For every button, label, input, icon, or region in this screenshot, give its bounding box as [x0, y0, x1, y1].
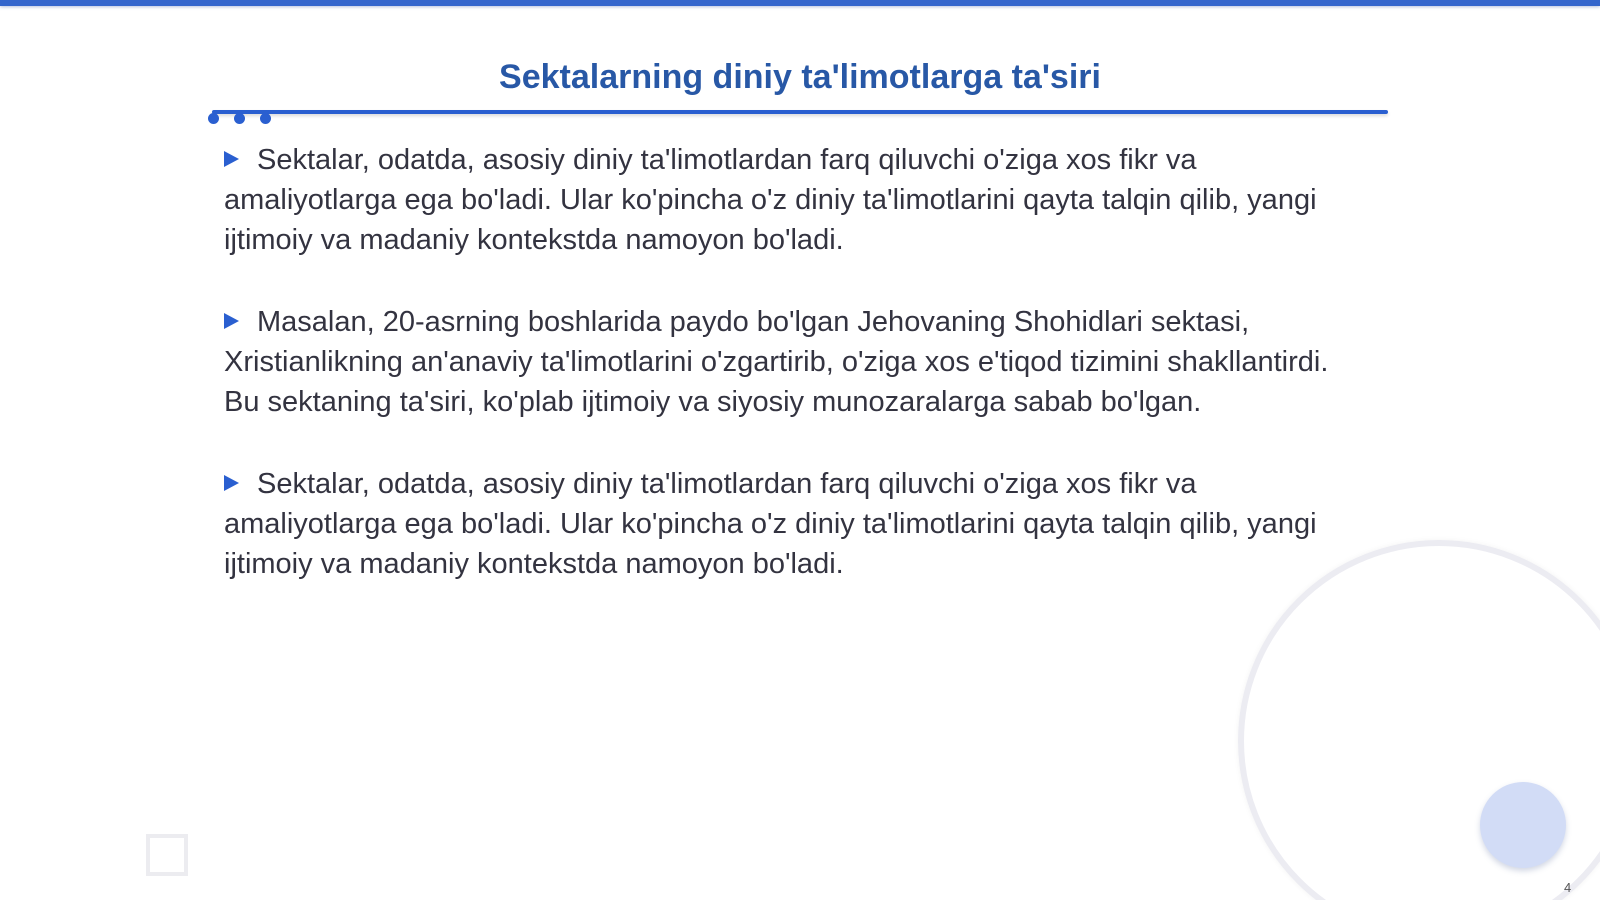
triangle-right-icon	[224, 151, 239, 167]
slide-title: Sektalarning diniy ta'limotlarga ta'siri	[499, 58, 1101, 96]
bullet-list	[224, 140, 1334, 626]
decorative-dot	[234, 113, 245, 124]
title-underline	[212, 110, 1388, 114]
decorative-circle	[1480, 782, 1566, 868]
triangle-right-icon	[224, 475, 239, 491]
decorative-dot	[260, 113, 271, 124]
top-accent-bar	[0, 0, 1600, 6]
decorative-dot	[208, 113, 219, 124]
page-number: 4	[1564, 880, 1572, 895]
bullet-item	[224, 140, 1334, 260]
triangle-right-icon	[224, 313, 239, 329]
bullet-text: Sektalar, odatda, asosiy diniy ta'limotlardan farq qiluvchi o'ziga xos fikr va amaliyotlarga ega bo'ladi. Ular ko'pincha o'z diniy ta'limotlarini qayta talqin qilib, yangi ijtimoiy va madaniy kontekstda namoyon bo'ladi.	[224, 144, 1317, 256]
bullet-text: Masalan, 20-asrning boshlarida paydo bo'lgan Jehovaning Shohidlari sektasi, Xristianlikning an'anaviy ta'limotlarini o'zgartirib, o'ziga xos e'tiqod tizimini shakllantirdi. Bu sektaning ta'siri, ko'plab ijtimoiy va siyosiy munozaralarga sabab bo'lgan.	[224, 306, 1329, 418]
decorative-square	[146, 834, 188, 876]
bullet-text: Sektalar, odatda, asosiy diniy ta'limotlardan farq qiluvchi o'ziga xos fikr va amaliyotlarga ega bo'ladi. Ular ko'pincha o'z diniy ta'limotlarini qayta talqin qilib, yangi ijtimoiy va madaniy kontekstda namoyon bo'ladi.	[224, 468, 1317, 580]
bullet-item	[224, 464, 1334, 584]
bullet-item	[224, 302, 1334, 422]
